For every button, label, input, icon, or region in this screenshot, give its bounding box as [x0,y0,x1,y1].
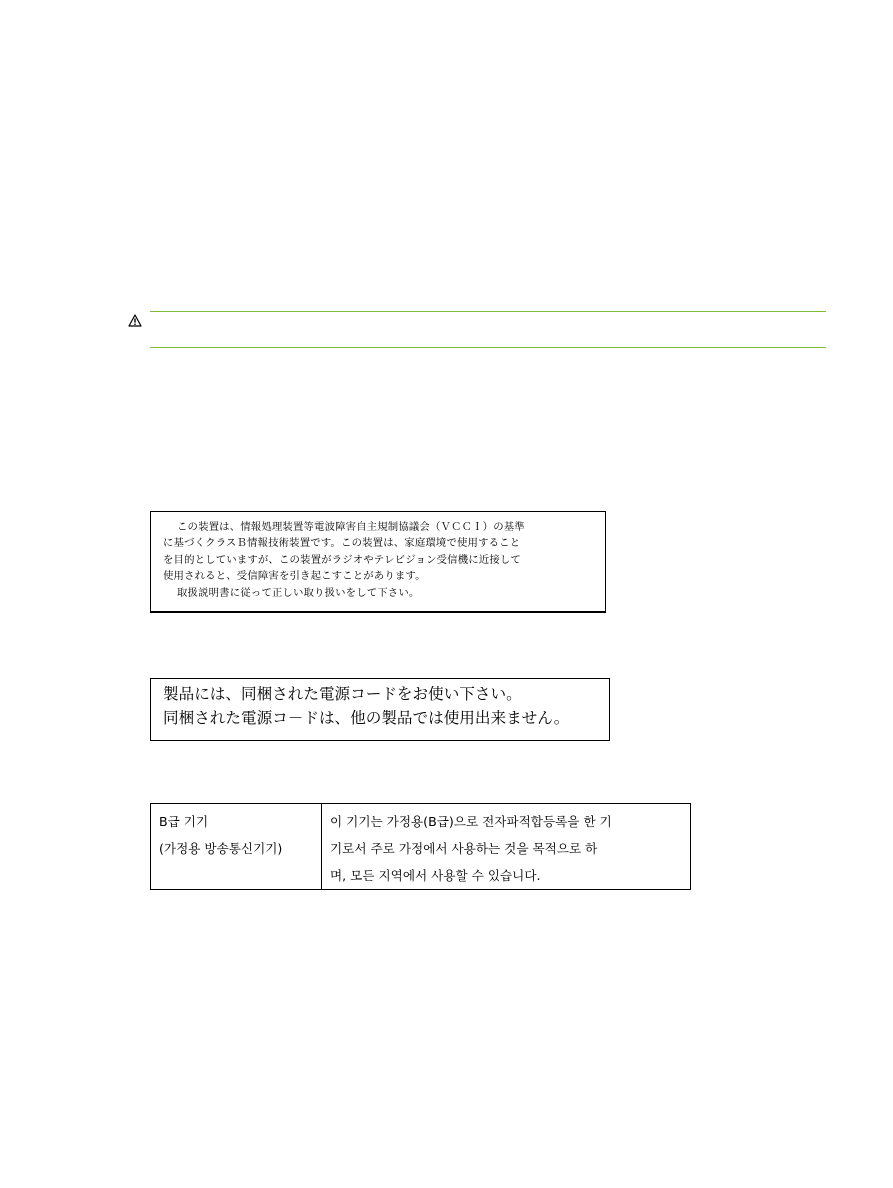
vcci-notice-line: この装置は、情報処理装置等電波障害自主規制協議会（ＶＣＣＩ）の基準 [177,521,525,533]
device-class-line: B급 기기 [159,814,209,829]
device-class-line: (가정용 방송통신기기) [159,841,283,856]
device-description-line: 이 기기는 가정용(B급)으로 전자파적합등록을 한 기 [330,814,612,829]
warning-top-rule [150,311,826,312]
power-cord-notice-box [150,678,610,741]
warning-block [128,311,826,349]
vcci-notice-line: に基づくクラスＢ情報技術装置です。この装置は、家庭環境で使用すること [163,537,521,550]
vcci-notice-box [150,511,606,613]
korean-emc-notice-table [150,803,691,890]
table-row [151,804,691,890]
device-description-line: 기로서 주로 가정에서 사용하는 것을 목적으로 하 [330,841,598,856]
device-class-cell [151,804,322,890]
warning-triangle-icon [128,314,142,327]
device-description-cell [322,804,691,890]
vcci-notice-line: を目的としていますが、この装置がラジオやテレビジョン受信機に近接して [163,553,521,566]
power-cord-notice-line: 製品には、同梱された電源コードをお使い下さい。 [163,685,522,703]
vcci-notice-line: 取扱説明書に従って正しい取り扱いをして下さい。 [177,586,420,599]
power-cord-notice-line: 同梱された電源コ－ドは、他の製品では使用出来ません。 [163,709,570,727]
warning-bottom-rule [150,347,826,348]
vcci-notice-line: 使用されると、受信障害を引き起こすことがあります。 [163,570,426,583]
device-description-line: 며, 모든 지역에서 사용할 수 있습니다. [330,868,541,883]
